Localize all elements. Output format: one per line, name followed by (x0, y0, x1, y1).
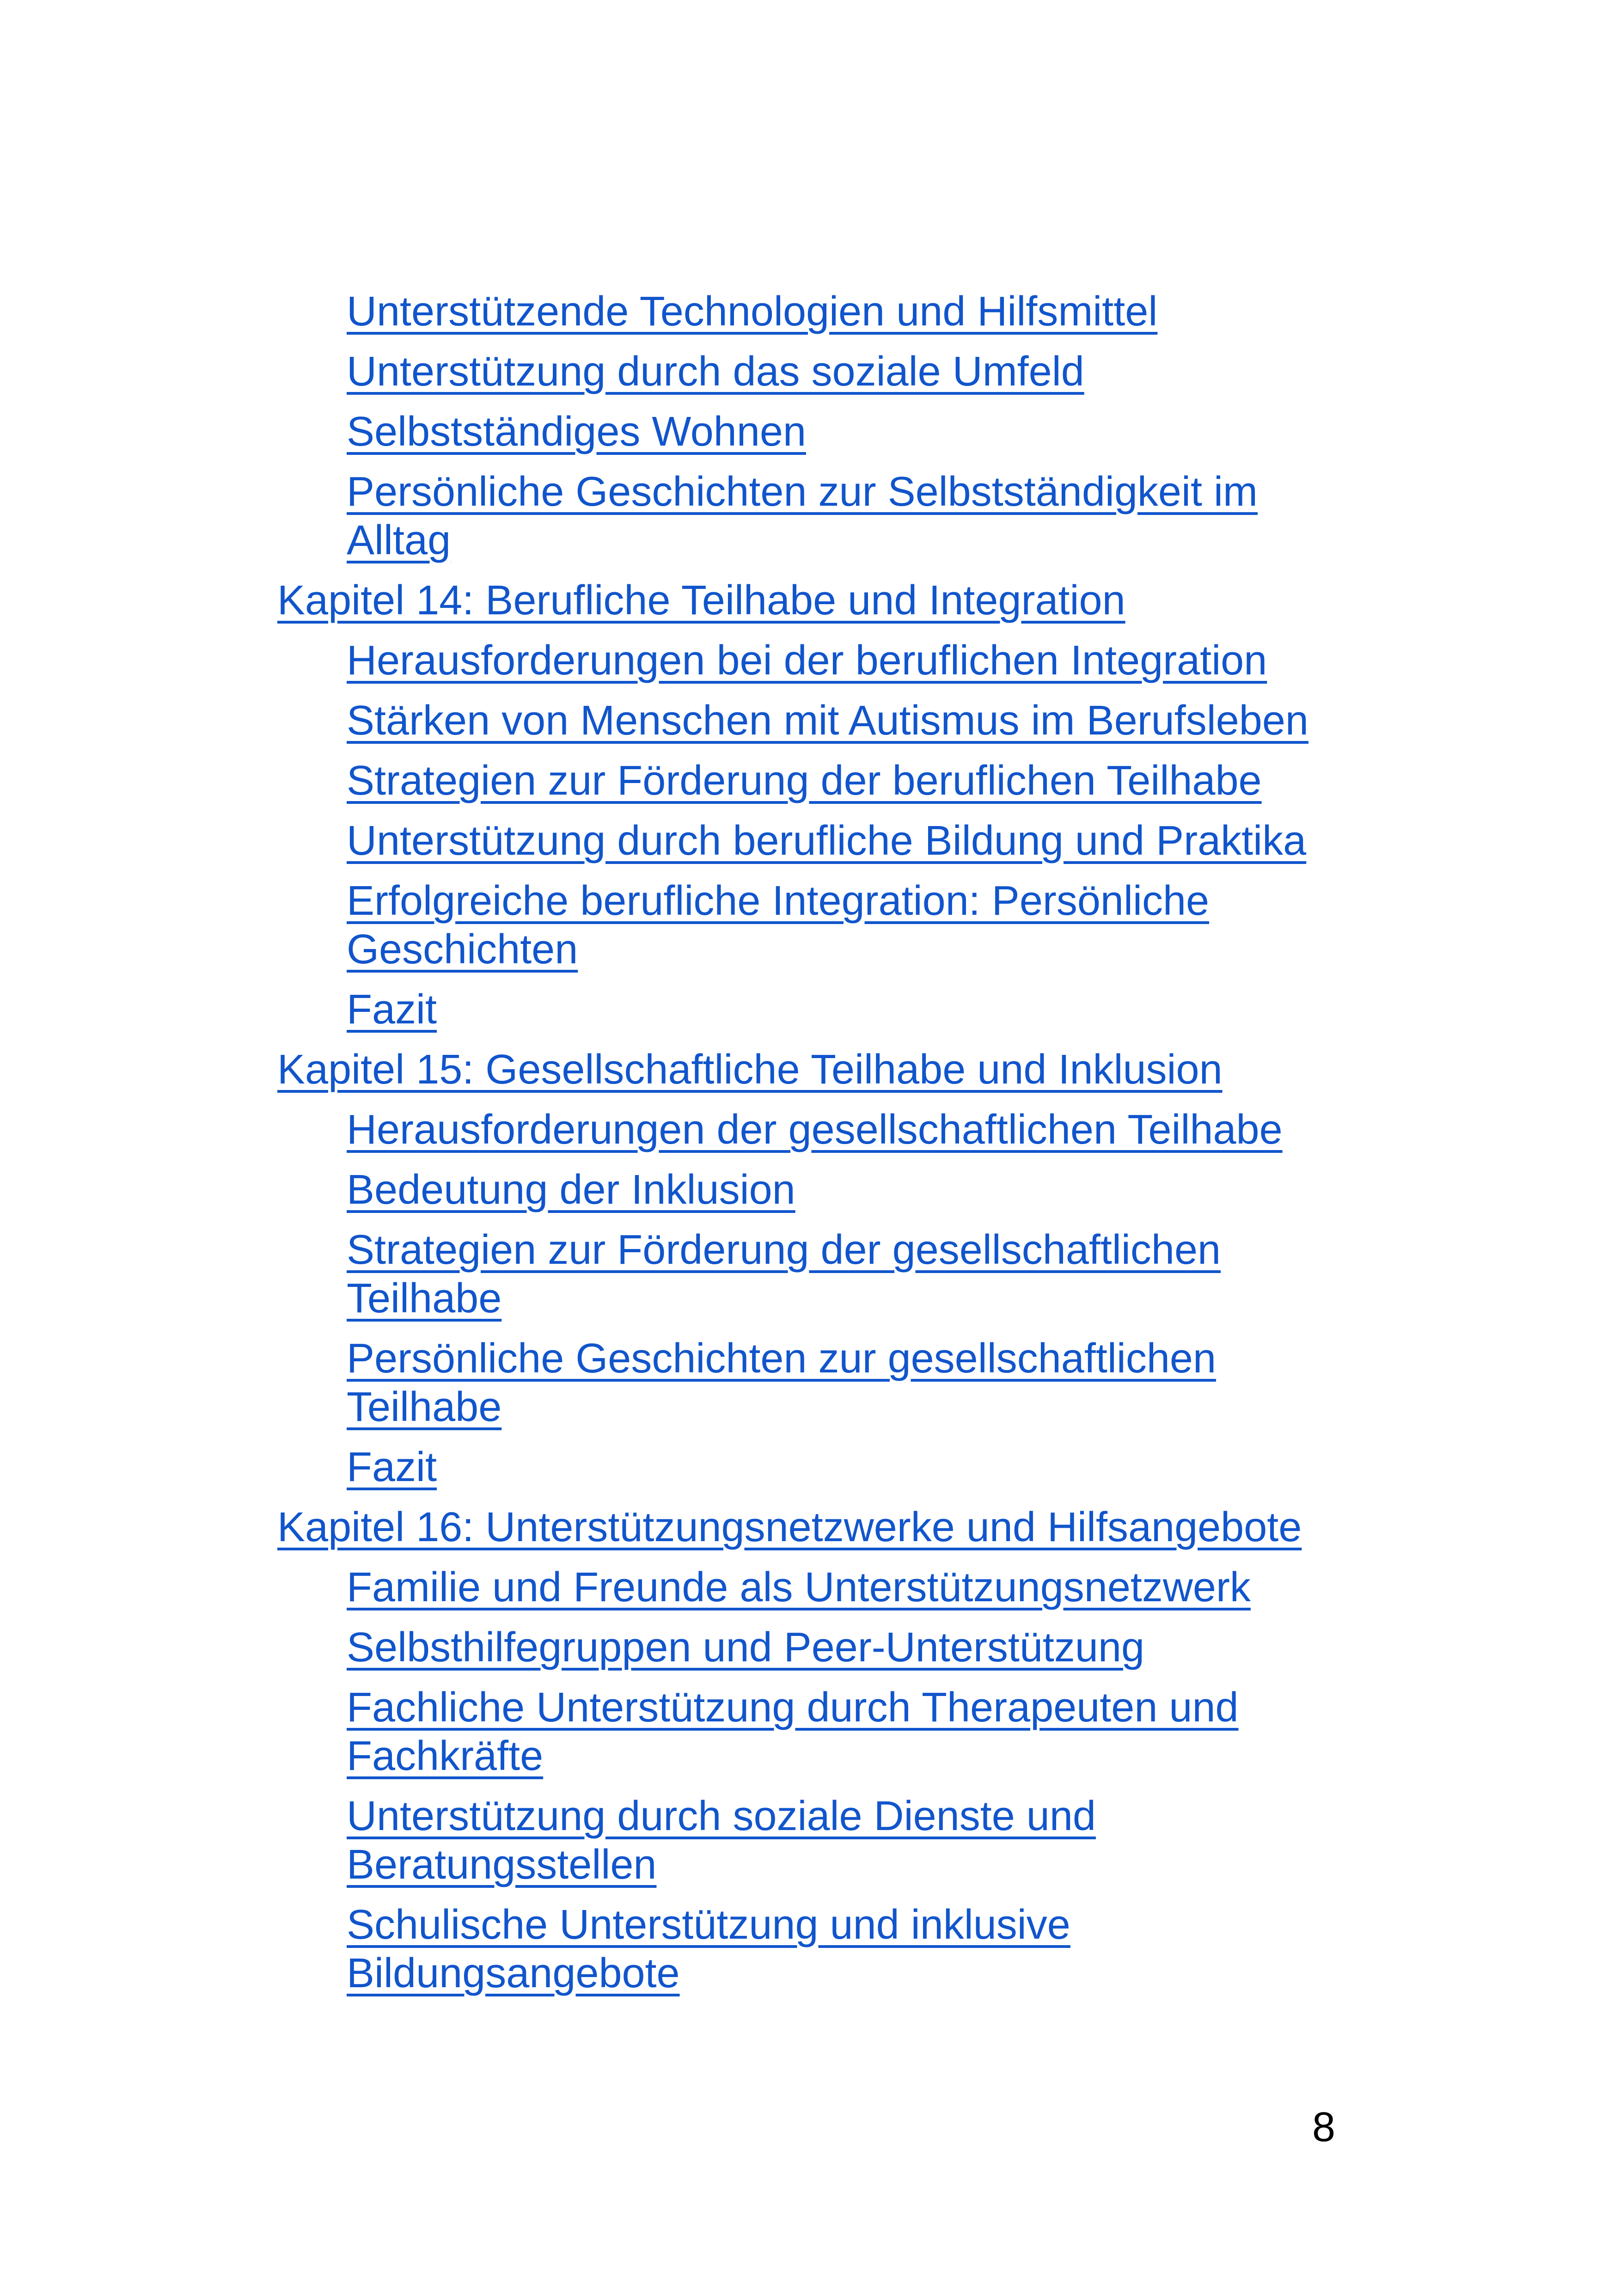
toc-link-text: Kapitel 15: Gesellschaftliche Teilhabe und Inklusion (277, 1047, 1223, 1093)
toc-section-link[interactable] (347, 1335, 1216, 1432)
toc-link-text: Herausforderungen der gesellschaftlichen Teilhabe (347, 1107, 1283, 1153)
toc-link-text: Beratungsstellen (347, 1842, 657, 1888)
toc-section-link[interactable] (347, 637, 1267, 685)
toc-link-text: Schulische Unterstützung und inklusive (347, 1902, 1070, 1948)
toc-link-text: Kapitel 16: Unterstützungsnetzwerke und Hilfsangebote (277, 1504, 1302, 1550)
toc-link-text: Teilhabe (347, 1384, 502, 1430)
toc-section-link[interactable] (347, 1901, 1070, 1998)
toc-section-link[interactable] (347, 288, 1157, 336)
toc-chapter-link[interactable] (277, 1503, 1302, 1552)
toc-link-text: Teilhabe (347, 1275, 502, 1322)
toc-link-text: Erfolgreiche berufliche Integration: Persönliche (347, 878, 1210, 924)
toc-section-link[interactable] (347, 1563, 1251, 1612)
toc-link-text: Selbstständiges Wohnen (347, 409, 806, 455)
page-number: 8 (1312, 2104, 1335, 2150)
toc-link-text: Bedeutung der Inklusion (347, 1167, 795, 1213)
toc-section-link[interactable] (347, 817, 1306, 865)
toc-link-text: Unterstützung durch das soziale Umfeld (347, 349, 1084, 395)
toc-link-text: Kapitel 14: Berufliche Teilhabe und Integration (277, 577, 1125, 624)
toc-chapter-link[interactable] (277, 1046, 1223, 1094)
toc-section-link[interactable] (347, 1166, 795, 1214)
toc-link-text: Bildungsangebote (347, 1950, 680, 1996)
toc-link-text: Selbsthilfegruppen und Peer-Unterstützung (347, 1624, 1145, 1671)
toc-section-link[interactable] (347, 1226, 1221, 1323)
toc-section-link[interactable] (347, 1684, 1239, 1781)
toc-section-link[interactable] (347, 877, 1209, 974)
toc-link-text: Stärken von Menschen mit Autismus im Berufsleben (347, 698, 1308, 744)
toc-link-text: Familie und Freunde als Unterstützungsnetzwerk (347, 1564, 1251, 1610)
toc-link-text: Persönliche Geschichten zur gesellschaftlichen (347, 1335, 1216, 1382)
toc-link-text: Unterstützende Technologien und Hilfsmittel (347, 288, 1158, 335)
toc-link-text: Fachliche Unterstützung durch Therapeuten und (347, 1684, 1239, 1731)
toc-section-link[interactable] (347, 468, 1258, 565)
toc-chapter-link[interactable] (277, 576, 1125, 625)
toc-link-text: Strategien zur Förderung der beruflichen Teilhabe (347, 758, 1262, 804)
toc-link-text: Herausforderungen bei der beruflichen Integration (347, 637, 1267, 684)
toc-link-text: Persönliche Geschichten zur Selbstständigkeit im (347, 469, 1258, 515)
toc-section-link[interactable] (347, 348, 1084, 396)
toc-link-text: Fazit (347, 986, 437, 1033)
toc-section-link[interactable] (347, 1443, 437, 1492)
toc-link-text: Unterstützung durch soziale Dienste und (347, 1793, 1096, 1839)
toc-section-link[interactable] (347, 1792, 1096, 1889)
toc-section-link[interactable] (347, 408, 806, 456)
toc-link-text: Fazit (347, 1444, 437, 1490)
toc-link-text: Unterstützung durch berufliche Bildung und Praktika (347, 818, 1307, 864)
toc-section-link[interactable] (347, 1623, 1144, 1672)
toc-link-text: Strategien zur Förderung der gesellschaftlichen (347, 1227, 1221, 1273)
toc-section-link[interactable] (347, 697, 1308, 745)
toc-link-text: Alltag (347, 517, 451, 563)
toc-link-text: Fachkräfte (347, 1733, 544, 1779)
toc-link-text: Geschichten (347, 926, 578, 973)
toc-section-link[interactable] (347, 986, 437, 1034)
toc-section-link[interactable] (347, 1106, 1283, 1154)
toc-section-link[interactable] (347, 757, 1262, 805)
